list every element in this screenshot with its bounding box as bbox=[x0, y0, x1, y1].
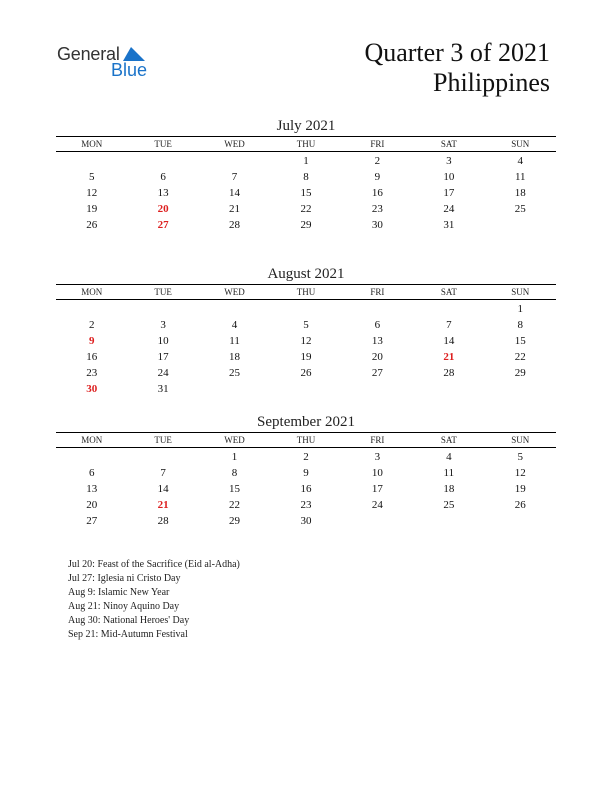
day-cell: 5 bbox=[303, 319, 309, 331]
holiday-day-cell: 20 bbox=[157, 203, 169, 215]
day-cell bbox=[199, 381, 270, 397]
day-cell: 7 bbox=[160, 467, 166, 479]
day-cell bbox=[413, 513, 484, 529]
day-cell bbox=[56, 449, 127, 465]
weekday-label: TUE bbox=[154, 435, 172, 445]
day-cell bbox=[485, 381, 556, 397]
weekday-label: FRI bbox=[370, 139, 385, 149]
month-september bbox=[56, 412, 556, 529]
day-cell: 15 bbox=[300, 187, 312, 199]
day-cell: 28 bbox=[443, 367, 455, 379]
day-cell: 8 bbox=[517, 319, 523, 331]
month-title: July 2021 bbox=[276, 118, 336, 134]
page-title bbox=[364, 38, 550, 98]
day-cell: 23 bbox=[371, 203, 383, 215]
month-title: August 2021 bbox=[267, 266, 345, 282]
day-cell: 24 bbox=[443, 203, 455, 215]
day-cell: 15 bbox=[229, 483, 241, 495]
day-cell: 28 bbox=[157, 515, 169, 527]
day-cell: 9 bbox=[374, 171, 381, 183]
holiday-day-cell: 30 bbox=[86, 383, 98, 395]
day-cell bbox=[199, 153, 270, 169]
day-cell: 3 bbox=[374, 451, 381, 463]
weekday-label: WED bbox=[224, 287, 245, 297]
day-cell: 7 bbox=[446, 319, 452, 331]
month-divider bbox=[56, 447, 556, 448]
day-cell: 29 bbox=[514, 367, 526, 379]
day-cell bbox=[485, 513, 556, 529]
holiday-day-cell: 27 bbox=[157, 219, 169, 231]
holiday-note: Sep 21: Mid-Autumn Festival bbox=[68, 629, 188, 640]
week-row bbox=[56, 301, 556, 317]
week-row bbox=[56, 153, 556, 169]
day-cell: 4 bbox=[231, 319, 238, 331]
week-row bbox=[56, 497, 556, 513]
week-row bbox=[56, 381, 556, 397]
day-cell: 6 bbox=[88, 467, 95, 479]
week-row bbox=[56, 217, 556, 233]
day-cell: 12 bbox=[300, 335, 312, 347]
weekday-label: WED bbox=[224, 139, 245, 149]
day-cell: 17 bbox=[157, 351, 169, 363]
day-cell: 3 bbox=[446, 155, 452, 167]
weekday-label: MON bbox=[81, 435, 103, 445]
week-row bbox=[56, 333, 556, 349]
day-cell: 13 bbox=[157, 187, 169, 199]
day-cell: 10 bbox=[443, 171, 455, 183]
day-cell bbox=[342, 513, 413, 529]
day-cell bbox=[127, 449, 198, 465]
day-cell: 11 bbox=[229, 335, 240, 347]
day-cell: 25 bbox=[514, 203, 526, 215]
day-cell: 2 bbox=[88, 319, 95, 331]
day-cell: 16 bbox=[300, 483, 312, 495]
week-row bbox=[56, 201, 556, 217]
day-cell bbox=[56, 301, 127, 317]
day-cell: 26 bbox=[300, 367, 312, 379]
day-cell: 18 bbox=[229, 351, 241, 363]
day-cell: 24 bbox=[371, 499, 383, 511]
day-cell: 7 bbox=[231, 171, 238, 183]
day-cell: 13 bbox=[86, 483, 98, 495]
day-cell: 14 bbox=[157, 483, 169, 495]
weekday-label: THU bbox=[296, 287, 316, 297]
day-cell: 8 bbox=[303, 171, 309, 183]
holiday-note: Jul 20: Feast of the Sacrifice (Eid al-Adha) bbox=[68, 559, 240, 570]
holiday-day-cell: 9 bbox=[88, 335, 95, 347]
day-cell: 6 bbox=[160, 171, 166, 183]
day-cell: 31 bbox=[443, 219, 455, 231]
calendar-grid bbox=[56, 449, 556, 529]
weekday-label: SAT bbox=[440, 139, 457, 149]
day-cell: 1 bbox=[517, 303, 523, 315]
holiday-day-cell: 21 bbox=[443, 351, 455, 363]
day-cell: 25 bbox=[443, 499, 455, 511]
quarter-title: Quarter 3 of 2021 bbox=[364, 38, 550, 67]
day-cell bbox=[127, 153, 198, 169]
day-cell: 1 bbox=[303, 155, 309, 167]
week-row bbox=[56, 513, 556, 529]
weekday-header bbox=[56, 137, 556, 151]
day-cell: 27 bbox=[371, 367, 383, 379]
weekday-label: MON bbox=[81, 139, 103, 149]
day-cell: 27 bbox=[86, 515, 98, 527]
weekday-label: TUE bbox=[154, 139, 172, 149]
day-cell: 4 bbox=[446, 451, 452, 463]
holiday-notes bbox=[68, 558, 240, 642]
day-cell: 1 bbox=[231, 451, 238, 463]
day-cell: 28 bbox=[229, 219, 241, 231]
week-row bbox=[56, 349, 556, 365]
weekday-label: WED bbox=[224, 435, 245, 445]
day-cell: 19 bbox=[86, 203, 98, 215]
weekday-label: FRI bbox=[370, 287, 385, 297]
day-cell bbox=[127, 301, 198, 317]
month-title: September 2021 bbox=[257, 414, 355, 430]
day-cell: 22 bbox=[229, 499, 241, 511]
day-cell: 11 bbox=[514, 171, 526, 183]
holiday-note: Aug 30: National Heroes' Day bbox=[68, 615, 190, 626]
day-cell bbox=[270, 381, 341, 397]
country-title: Philippines bbox=[432, 68, 550, 97]
month-divider bbox=[56, 151, 556, 152]
day-cell: 20 bbox=[86, 499, 98, 511]
weekday-label: SUN bbox=[511, 139, 530, 149]
weekday-header bbox=[56, 433, 556, 447]
day-cell: 15 bbox=[514, 335, 526, 347]
day-cell: 10 bbox=[371, 467, 383, 479]
weekday-header bbox=[56, 285, 556, 299]
weekday-label: THU bbox=[296, 435, 316, 445]
weekday-label: SUN bbox=[511, 435, 530, 445]
month-july bbox=[56, 116, 556, 233]
calendar-grid bbox=[56, 301, 556, 397]
day-cell: 12 bbox=[86, 187, 98, 199]
holiday-note: Aug 21: Ninoy Aquino Day bbox=[68, 601, 180, 612]
week-row bbox=[56, 317, 556, 333]
day-cell: 13 bbox=[371, 335, 383, 347]
holiday-note: Aug 9: Islamic New Year bbox=[68, 587, 170, 598]
day-cell: 24 bbox=[157, 367, 169, 379]
week-row bbox=[56, 185, 556, 201]
day-cell: 6 bbox=[374, 319, 381, 331]
day-cell: 14 bbox=[229, 187, 241, 199]
day-cell: 12 bbox=[514, 467, 526, 479]
generalblue-logo bbox=[57, 44, 167, 82]
day-cell bbox=[342, 301, 413, 317]
day-cell bbox=[270, 301, 341, 317]
day-cell: 17 bbox=[443, 187, 455, 199]
day-cell bbox=[413, 381, 484, 397]
day-cell: 19 bbox=[300, 351, 312, 363]
day-cell bbox=[485, 217, 556, 233]
day-cell: 2 bbox=[303, 451, 309, 463]
logo-triangle-icon bbox=[123, 47, 145, 61]
day-cell: 23 bbox=[86, 367, 98, 379]
day-cell bbox=[342, 381, 413, 397]
holiday-day-cell: 21 bbox=[157, 499, 169, 511]
day-cell bbox=[56, 153, 127, 169]
day-cell: 16 bbox=[86, 351, 98, 363]
day-cell: 23 bbox=[300, 499, 312, 511]
day-cell: 25 bbox=[229, 367, 241, 379]
week-row bbox=[56, 465, 556, 481]
day-cell: 3 bbox=[160, 319, 166, 331]
day-cell: 22 bbox=[514, 351, 526, 363]
logo-text-blue: Blue bbox=[111, 60, 148, 80]
weekday-label: SAT bbox=[440, 287, 457, 297]
day-cell bbox=[413, 301, 484, 317]
day-cell: 8 bbox=[231, 467, 238, 479]
day-cell: 10 bbox=[157, 335, 169, 347]
day-cell: 30 bbox=[300, 515, 312, 527]
day-cell: 18 bbox=[514, 187, 526, 199]
day-cell: 2 bbox=[374, 155, 381, 167]
day-cell: 16 bbox=[371, 187, 383, 199]
day-cell: 5 bbox=[517, 451, 523, 463]
weekday-label: SUN bbox=[511, 287, 530, 297]
day-cell bbox=[199, 301, 270, 317]
holiday-note: Jul 27: Iglesia ni Cristo Day bbox=[68, 573, 181, 584]
day-cell: 29 bbox=[229, 515, 241, 527]
day-cell: 14 bbox=[443, 335, 455, 347]
weekday-label: THU bbox=[296, 139, 316, 149]
day-cell: 20 bbox=[371, 351, 383, 363]
month-divider bbox=[56, 299, 556, 300]
calendar-grid bbox=[56, 153, 556, 233]
day-cell: 11 bbox=[443, 467, 455, 479]
weekday-label: MON bbox=[81, 287, 103, 297]
month-august bbox=[56, 264, 556, 397]
week-row bbox=[56, 365, 556, 381]
week-row bbox=[56, 169, 556, 185]
day-cell: 17 bbox=[371, 483, 383, 495]
weekday-label: FRI bbox=[370, 435, 385, 445]
weekday-label: SAT bbox=[440, 435, 457, 445]
day-cell: 26 bbox=[86, 219, 98, 231]
week-row bbox=[56, 449, 556, 465]
day-cell: 9 bbox=[303, 467, 309, 479]
day-cell: 26 bbox=[514, 499, 526, 511]
day-cell: 30 bbox=[371, 219, 383, 231]
week-row bbox=[56, 481, 556, 497]
day-cell: 18 bbox=[443, 483, 455, 495]
day-cell: 22 bbox=[300, 203, 312, 215]
day-cell: 21 bbox=[229, 203, 241, 215]
day-cell: 29 bbox=[300, 219, 312, 231]
weekday-label: TUE bbox=[154, 287, 172, 297]
logo-text-general: General bbox=[57, 44, 120, 64]
day-cell: 5 bbox=[88, 171, 95, 183]
day-cell: 4 bbox=[517, 155, 523, 167]
day-cell: 19 bbox=[514, 483, 526, 495]
day-cell: 31 bbox=[157, 383, 169, 395]
